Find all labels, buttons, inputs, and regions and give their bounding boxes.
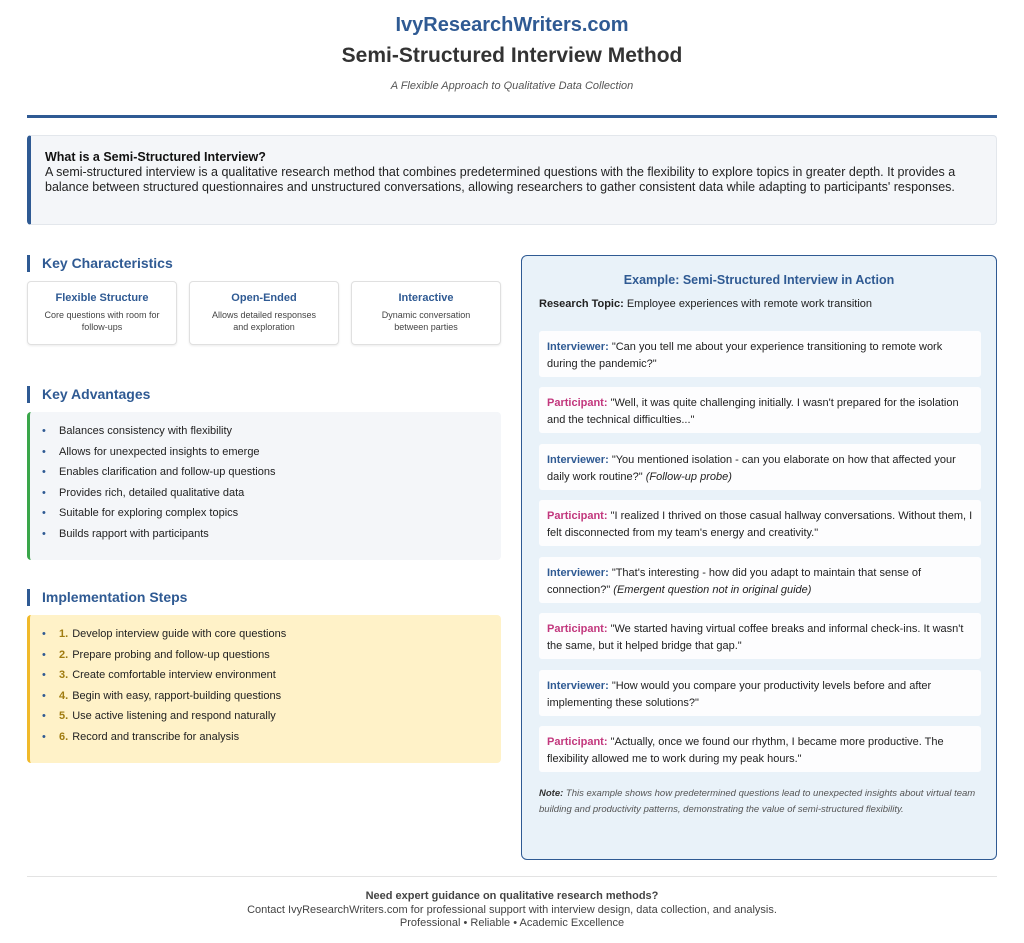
- definition-text: A semi-structured interview is a qualitative research method that combines predetermined questions with the flexibility to explore topics in greater depth. It provides a balance between structured questionnaires and unstructured conversations, allowing researchers to gather consistent data while adapting to participants' responses.: [45, 165, 956, 194]
- implementation-box: [27, 615, 501, 763]
- speaker-label: Interviewer:: [547, 454, 609, 466]
- page-subtitle: A Flexible Approach to Qualitative Data Collection: [390, 80, 634, 92]
- list-item: • 1. Develop interview guide with core questions: [42, 628, 287, 640]
- research-topic: Research Topic: Employee experiences with remote work transition: [539, 298, 873, 310]
- dialogue-turn: Interviewer: "That's interesting - how did you adapt to maintain that sense of connection?" (Emergent question not in original guide): [539, 557, 981, 603]
- dialogue-turn: Participant: "Actually, once we found our rhythm, I became more productive. The flexibility allowed me to work during my peak hours.": [539, 726, 981, 772]
- header-divider: [27, 115, 997, 118]
- list-item: • Enables clarification and follow-up questions: [42, 466, 276, 479]
- bullet-icon: •: [42, 486, 46, 499]
- speaker-label: Participant:: [547, 510, 608, 522]
- page-title: Semi-Structured Interview Method: [341, 44, 683, 67]
- list-item: • Builds rapport with participants: [42, 527, 209, 540]
- bullet-icon: •: [42, 648, 46, 661]
- characteristics-heading: Key Characteristics: [27, 255, 173, 272]
- bullet-icon: •: [42, 710, 46, 723]
- list-item: • 2. Prepare probing and follow-up questions: [42, 648, 270, 661]
- footer-contact: Contact IvyResearchWriters.com for professional support with interview design, data collection, and analysis.: [247, 904, 777, 916]
- footer-question: Need expert guidance on qualitative research methods?: [365, 890, 659, 902]
- bullet-icon: •: [42, 628, 46, 640]
- advantages-heading: Key Advantages: [27, 386, 150, 403]
- list-item: • Allows for unexpected insights to emerge: [42, 445, 260, 458]
- example-title: Example: Semi-Structured Interview in Action: [623, 273, 895, 287]
- definition-box: [27, 135, 997, 225]
- speaker-label: Interviewer:: [547, 341, 609, 353]
- speaker-label: Participant:: [547, 623, 608, 635]
- list-item: • 5. Use active listening and respond naturally: [42, 710, 276, 723]
- characteristic-title: Open-Ended: [231, 292, 297, 304]
- bullet-icon: •: [42, 425, 46, 437]
- list-item: • 3. Create comfortable interview environment: [42, 669, 276, 682]
- advantages-box: [27, 412, 501, 560]
- characteristic-title: Flexible Structure: [55, 292, 149, 304]
- speaker-label: Participant:: [547, 397, 608, 409]
- dialogue-turn: Interviewer: "Can you tell me about your experience transitioning to remote work during the pandemic?": [539, 331, 981, 377]
- step-number: 5.: [59, 710, 69, 723]
- characteristic-card: [27, 281, 177, 345]
- bullet-icon: •: [42, 445, 46, 458]
- list-item: • Suitable for exploring complex topics: [42, 507, 239, 520]
- step-number: 6.: [59, 730, 69, 743]
- step-number: 3.: [59, 669, 69, 682]
- speaker-label: Interviewer:: [547, 680, 609, 692]
- step-number: 1.: [59, 628, 69, 640]
- speaker-label: Participant:: [547, 736, 608, 748]
- dialogue-turn: Participant: "We started having virtual coffee breaks and informal check-ins. It wasn't the same, but it helped bridge that gap.": [539, 613, 981, 659]
- dialogue-turn: Participant: "Well, it was quite challenging initially. I wasn't prepared for the isolation and the technical difficulties...": [539, 387, 981, 433]
- step-number: 4.: [59, 689, 69, 702]
- dialogue-turn: Interviewer: "How would you compare your productivity levels before and after implementing these solutions?": [539, 670, 981, 716]
- characteristic-card: [189, 281, 339, 345]
- bullet-icon: •: [42, 669, 46, 682]
- characteristic-desc: Allows detailed responses and exploration: [211, 310, 317, 332]
- list-item: • 4. Begin with easy, rapport-building questions: [42, 689, 282, 702]
- bullet-icon: •: [42, 730, 46, 743]
- speaker-label: Interviewer:: [547, 567, 609, 579]
- characteristic-title: Interactive: [398, 292, 454, 304]
- dialogue-turn: Interviewer: "You mentioned isolation - can you elaborate on how that affected your daily work routine?" (Follow-up probe): [539, 444, 981, 490]
- example-panel: [521, 255, 997, 860]
- footer-tagline: Professional • Reliable • Academic Excellence: [399, 917, 625, 929]
- probe-note: (Emergent question not in original guide): [613, 584, 812, 596]
- footer-divider: [27, 876, 997, 877]
- implementation-heading: Implementation Steps: [27, 589, 187, 606]
- site-name[interactable]: IvyResearchWriters.com: [395, 14, 629, 36]
- dialogue-turn: Participant: "I realized I thrived on those casual hallway conversations. Without them, I felt disconnected from my team's energy and creativity.": [539, 500, 981, 546]
- list-item: • 6. Record and transcribe for analysis: [42, 730, 240, 743]
- characteristic-card: [351, 281, 501, 345]
- characteristic-desc: Dynamic conversation between parties: [381, 310, 471, 332]
- probe-note: (Follow-up probe): [645, 471, 732, 483]
- list-item: • Provides rich, detailed qualitative data: [42, 486, 245, 499]
- bullet-icon: •: [42, 689, 46, 702]
- example-note: Note: This example shows how predetermined questions lead to unexpected insights about virtual team building and productivity patterns, demonstrating the value of semi-structured flexibility.: [539, 788, 976, 815]
- list-item: • Balances consistency with flexibility: [42, 425, 233, 437]
- bullet-icon: •: [42, 507, 46, 520]
- bullet-icon: •: [42, 466, 46, 479]
- bullet-icon: •: [42, 527, 46, 540]
- step-number: 2.: [59, 648, 69, 661]
- definition-heading: What is a Semi-Structured Interview?: [45, 150, 266, 164]
- characteristic-desc: Core questions with room for follow-ups: [44, 310, 160, 332]
